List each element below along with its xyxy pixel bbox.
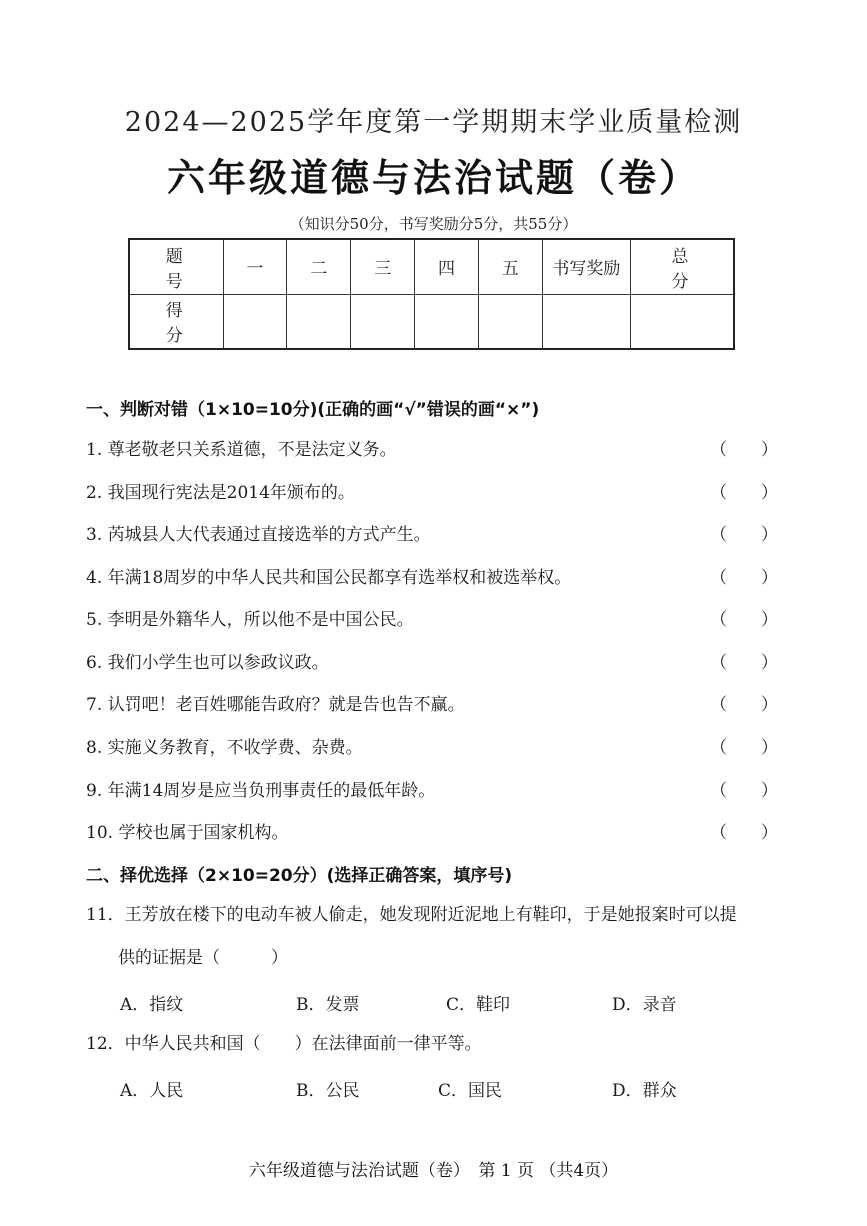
answer-bracket[interactable]: （ ） [710,440,778,460]
question-number: 7. [86,695,103,715]
question-number: 2. [86,483,103,503]
question-text: 年满18周岁的中华人民共和国公民都享有选举权和被选举权。 [107,568,572,588]
answer-bracket[interactable]: （ ） [710,823,778,843]
question-11-line1: 11．王芳放在楼下的电动车被人偷走，她发现附近泥地上有鞋印，于是她报案时可以提 [86,905,737,925]
option-d[interactable]: D．录音 [612,995,677,1015]
question-text: 实施义务教育，不收学费、杂费。 [107,738,363,758]
answer-bracket[interactable]: （ ） [710,483,778,503]
question-number: 8. [86,738,103,758]
page-footer: 六年级道德与法治试题（卷） 第 1 页 （共4页） [248,1161,619,1181]
question-text: 我们小学生也可以参政议政。 [107,653,329,673]
score-table-score-row [129,294,734,349]
score-table-header-row [129,239,734,294]
option-b[interactable]: B．发票 [296,995,360,1015]
question-9 [86,776,786,801]
question-number: 10. [86,823,114,843]
question-2 [86,478,786,503]
score-cell-q2: 二 [287,239,351,294]
question-text: 尊老敬老只关系道德，不是法定义务。 [107,440,397,460]
score-cell-q4: 四 [415,239,479,294]
question-number: 3. [86,525,103,545]
score-input-q4[interactable] [415,294,479,349]
answer-bracket[interactable]: （ ） [710,568,778,588]
exam-title: 六年级道德与法治试题（卷） [166,155,700,200]
question-1 [86,435,786,460]
question-text: 年满14周岁是应当负刑事责任的最低年龄。 [107,781,436,801]
question-12 [86,1023,786,1066]
score-cell-handwriting: 书写奖励 [542,239,630,294]
question-number: 5. [86,610,103,630]
section2-heading: 二、择优选择（2×10=20分）(选择正确答案，填序号) [86,866,513,886]
answer-bracket[interactable]: （ ） [710,525,778,545]
question-number: 9. [86,781,103,801]
score-input-q5[interactable] [478,294,542,349]
score-cell-total: 总 分 [630,239,734,294]
option-a[interactable]: A．人民 [120,1081,184,1101]
option-c[interactable]: C．国民 [438,1081,503,1101]
question-4 [86,563,786,588]
answer-bracket[interactable]: （ ） [710,610,778,630]
question-11-line2: 供的证据是（ ） [118,948,288,968]
question-text: 芮城县人大代表通过直接选举的方式产生。 [107,525,431,545]
option-d[interactable]: D．群众 [612,1081,677,1101]
question-3 [86,520,786,545]
question-text: 李明是外籍华人，所以他不是中国公民。 [107,610,414,630]
question-5 [86,605,786,630]
answer-bracket[interactable]: （ ） [710,781,778,801]
question-6 [86,648,786,673]
score-cell-q3: 三 [351,239,415,294]
answer-bracket[interactable]: （ ） [710,653,778,673]
section1-heading: 一、判断对错（1×10=10分)(正确的画“√”错误的画“×”) [86,400,540,420]
question-number: 4. [86,568,103,588]
question-text: 认罚吧！老百姓哪能告政府？就是告也告不赢。 [107,695,465,715]
question-8 [86,733,786,758]
option-a[interactable]: A．指纹 [120,995,184,1015]
question-12-line1: 12．中华人民共和国（ ）在法律面前一律平等。 [86,1034,482,1054]
answer-bracket[interactable]: （ ） [710,738,778,758]
score-note: （知识分50分，书写奖励分5分，共55分） [289,215,578,233]
score-cell-q5: 五 [478,239,542,294]
question-text: 学校也属于国家机构。 [118,823,289,843]
score-input-q2[interactable] [287,294,351,349]
answer-bracket[interactable]: （ ） [710,695,778,715]
question-10 [86,818,786,843]
question-number: 6. [86,653,103,673]
question-number: 1. [86,440,103,460]
score-cell-q1: 一 [223,239,287,294]
score-input-handwriting[interactable] [542,294,630,349]
score-input-q3[interactable] [351,294,415,349]
option-b[interactable]: B．公民 [296,1081,360,1101]
question-text: 我国现行宪法是2014年颁布的。 [107,483,355,503]
exam-subtitle: 2024—2025学年度第一学期期末学业质量检测 [124,107,743,138]
score-row-label: 得 分 [129,294,223,349]
score-table [128,238,735,350]
option-c[interactable]: C．鞋印 [446,995,511,1015]
score-cell-label: 题 号 [129,239,223,294]
score-input-q1[interactable] [223,294,287,349]
score-input-total[interactable] [630,294,734,349]
question-7 [86,690,786,715]
question-11 [86,894,786,980]
